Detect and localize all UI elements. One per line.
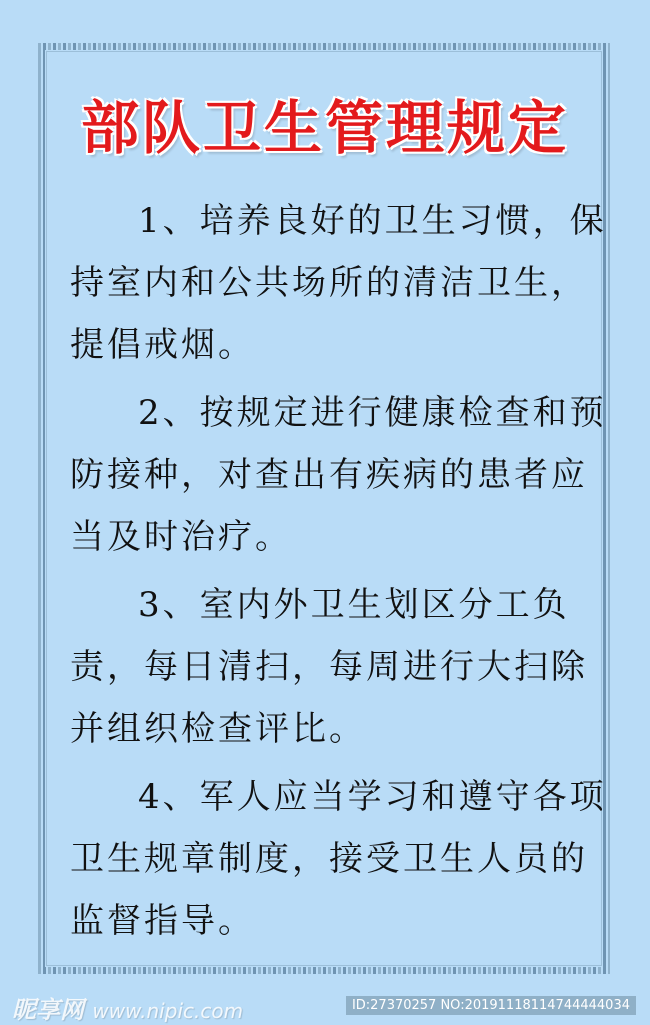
- watermark-logo: [12, 990, 243, 1025]
- rule-item-3: 3、室内外卫生划区分工负责，每日清扫，每周进行大扫除并组织检查评比。: [70, 585, 588, 749]
- rule-item-4: 4、军人应当学习和遵守各项卫生规章制度，接受卫生人员的监督指导。: [70, 777, 607, 941]
- poster-title: 部队卫生管理规定: [80, 94, 569, 162]
- watermark-id: ID:27370257 NO:20191118114744444034: [346, 996, 636, 1015]
- rule-item-1: 1、培养良好的卫生习惯，保持室内和公共场所的清洁卫生，提倡戒烟。: [70, 201, 607, 365]
- watermark-url: www.nipic.com: [92, 999, 244, 1023]
- watermark-logo-text: 昵享网: [12, 996, 84, 1024]
- rules-list: [70, 190, 618, 958]
- rule-item-2: 2、按规定进行健康检查和预防接种，对查出有疾病的患者应当及时治疗。: [70, 393, 607, 557]
